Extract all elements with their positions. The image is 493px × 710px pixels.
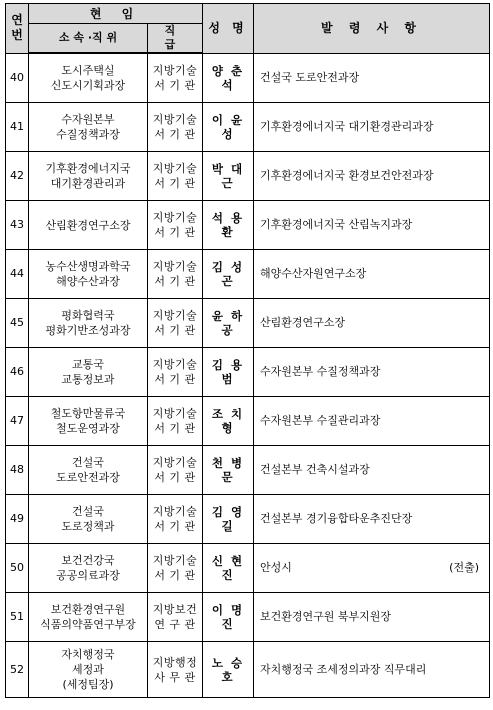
row-rank: 지방기술 서 기 관 (148, 299, 203, 348)
row-department: 자치행정국 세정과 (세정팀장) (29, 642, 148, 698)
table-row (6, 642, 490, 698)
row-appointment: 수자원본부 수질관리과장 (260, 414, 381, 427)
row-name: 노 승 호 (203, 642, 254, 698)
row-department: 기후환경에너지국 대기환경관리과 (29, 152, 148, 201)
row-number: 41 (6, 103, 29, 152)
row-appointment: 건설국 도로안전과장 (260, 70, 360, 84)
row-appointment-cell (254, 53, 490, 103)
row-department: 보건환경연구원 식품의약품연구부장 (29, 593, 148, 642)
row-department: 산림환경연구소장 (29, 201, 148, 250)
row-rank: 지방기술 서 기 관 (148, 348, 203, 397)
row-rank: 지방기술 서 기 관 (148, 397, 203, 446)
row-rank: 지방보건 연 구 관 (148, 593, 203, 642)
header-rank (148, 24, 203, 54)
header-appointment-label: 발 령 사 항 (321, 21, 422, 36)
header-affiliation (29, 24, 148, 54)
table-row (6, 348, 490, 397)
appointment-table (5, 3, 490, 698)
row-number: 43 (6, 201, 29, 250)
header-name-label: 성 명 (208, 21, 248, 36)
row-rank: 지방기술 서 기 관 (148, 103, 203, 152)
table-row (6, 201, 490, 250)
row-number: 50 (6, 544, 29, 593)
row-department: 평화협력국 평화기반조성과장 (29, 299, 148, 348)
table-row (6, 397, 490, 446)
row-appointment-cell (254, 593, 490, 642)
row-department: 도시주택실 신도시기획과장 (29, 53, 148, 103)
row-number: 48 (6, 446, 29, 495)
table-row (6, 152, 490, 201)
row-number: 47 (6, 397, 29, 446)
row-number: 49 (6, 495, 29, 544)
row-note: (전출) (449, 561, 479, 574)
header-rank-label: 직 급 (164, 24, 186, 51)
row-name: 김 성 곤 (203, 250, 254, 299)
row-name: 김 용 범 (203, 348, 254, 397)
row-number: 40 (6, 53, 29, 103)
row-name: 천 병 문 (203, 446, 254, 495)
row-appointment-cell (254, 250, 490, 299)
row-rank: 지방기술 서 기 관 (148, 250, 203, 299)
row-number: 51 (6, 593, 29, 642)
row-rank: 지방기술 서 기 관 (148, 446, 203, 495)
row-department: 농수산생명과학국 해양수산과장 (29, 250, 148, 299)
row-department: 수자원본부 수질정책과장 (29, 103, 148, 152)
row-department: 보건건강국 공공의료과장 (29, 544, 148, 593)
row-appointment: 산림환경연구소장 (260, 316, 346, 329)
row-appointment: 건설본부 건축시설과장 (260, 463, 370, 476)
row-name: 양 춘 석 (203, 53, 254, 103)
row-name: 이 명 진 (203, 593, 254, 642)
header-current (29, 4, 203, 24)
row-number: 44 (6, 250, 29, 299)
header-current-label: 현 임 (89, 6, 142, 21)
row-department: 건설국 도로안전과장 (29, 446, 148, 495)
row-rank: 지방기술 서 기 관 (148, 152, 203, 201)
header-name (203, 4, 254, 54)
row-appointment-cell (254, 201, 490, 250)
header-appointment (254, 4, 490, 54)
row-number: 52 (6, 642, 29, 698)
row-name: 조 치 형 (203, 397, 254, 446)
row-appointment: 수자원본부 수질정책과장 (260, 365, 381, 378)
table-row (6, 53, 490, 103)
row-name: 신 현 진 (203, 544, 254, 593)
row-appointment-cell (254, 152, 490, 201)
row-name: 이 윤 성 (203, 103, 254, 152)
row-rank: 지방행정 사 무 관 (148, 642, 203, 698)
row-appointment: 자치행정국 조세정의과장 직무대리 (260, 662, 427, 676)
table-row (6, 103, 490, 152)
row-appointment-cell (254, 397, 490, 446)
table-row (6, 446, 490, 495)
row-rank: 지방기술 서 기 관 (148, 544, 203, 593)
row-number: 42 (6, 152, 29, 201)
row-name: 김 영 길 (203, 495, 254, 544)
row-appointment-cell (254, 103, 490, 152)
row-appointment: 보건환경연구원 북부지원장 (260, 610, 392, 623)
row-appointment-cell (254, 544, 490, 593)
row-appointment: 기후환경에너지국 환경보건안전과장 (260, 169, 434, 182)
row-name: 윤 하 공 (203, 299, 254, 348)
row-name: 석 용 환 (203, 201, 254, 250)
row-department: 건설국 도로정책과 (29, 495, 148, 544)
row-appointment-cell (254, 495, 490, 544)
row-appointment: 기후환경에너지국 산림녹지과장 (260, 218, 413, 231)
header-affiliation-label: 소 속 ·직 위 (58, 31, 118, 44)
row-department: 철도항만물류국 철도운영과장 (29, 397, 148, 446)
table-row (6, 250, 490, 299)
row-appointment: 기후환경에너지국 대기환경관리과장 (260, 120, 434, 133)
table-row (6, 544, 490, 593)
row-department: 교통국 교통정보과 (29, 348, 148, 397)
row-appointment-cell (254, 299, 490, 348)
row-number: 45 (6, 299, 29, 348)
row-rank: 지방기술 서 기 관 (148, 201, 203, 250)
row-rank: 지방기술 서 기 관 (148, 53, 203, 103)
row-appointment-cell (254, 348, 490, 397)
header-no-label: 연 번 (11, 13, 23, 43)
row-appointment: 건설본부 경기융합타운추진단장 (260, 512, 413, 525)
row-appointment: 해양수산자원연구소장 (260, 267, 367, 280)
table-row (6, 593, 490, 642)
row-appointment-cell (254, 642, 490, 698)
row-number: 46 (6, 348, 29, 397)
table-row (6, 495, 490, 544)
row-appointment-cell (254, 446, 490, 495)
table-row (6, 299, 490, 348)
row-appointment: 안성시 (260, 561, 292, 574)
row-name: 박 대 근 (203, 152, 254, 201)
header-no (6, 4, 29, 54)
row-rank: 지방기술 서 기 관 (148, 495, 203, 544)
